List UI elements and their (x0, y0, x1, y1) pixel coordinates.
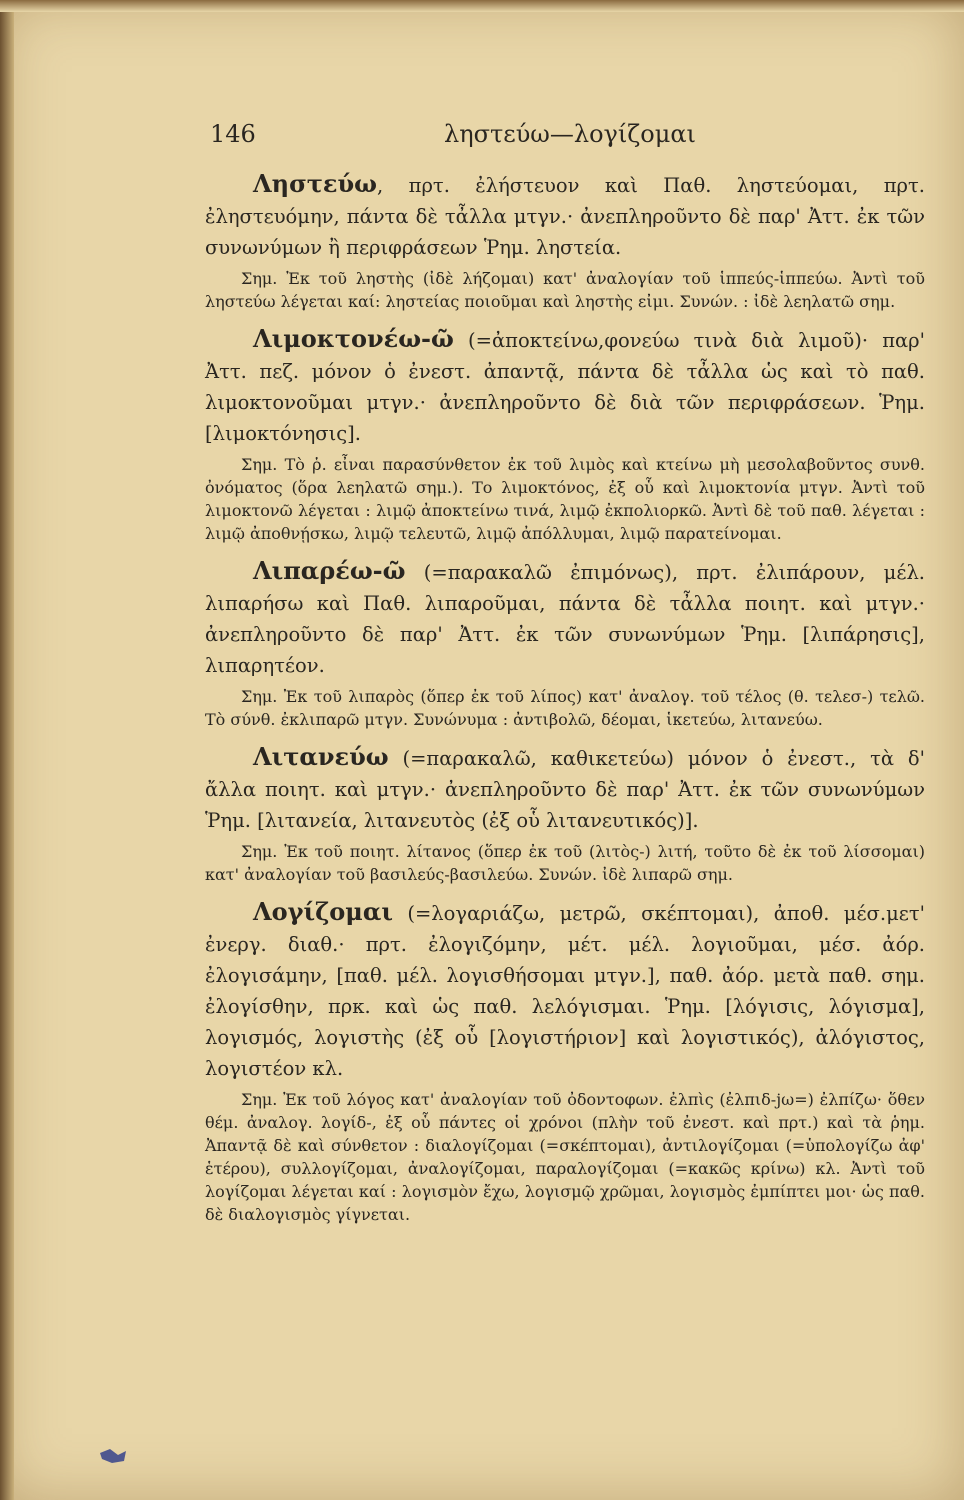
entry-body: , πρτ. ἐλήστευον καὶ Παθ. ληστεύομαι, πρτ. ἐληστευόμην, πάντα δὲ τἆλλα μτγν.· ἀνεπληροῦντο δὲ παρ' Ἀττ. ἐκ τῶν συνωνύμων ἢ περιφράσεων Ῥημ. ληστεία. (205, 174, 925, 259)
entry-body: (=ἀποκτείνω,φονεύω τινὰ διὰ λιμοῦ)· παρ' Ἀττ. πεζ. μόνον ὁ ἐνεστ. ἀπαντᾷ, πάντα δὲ τἆλλα ὡς καὶ τὸ παθ. λιμοκτονοῦμαι μτγν.· ἀνεπληροῦντο δὲ διὰ τῶν περιφράσεων. Ῥημ. [λιμοκτόνησις]. (205, 329, 925, 445)
page-top-edge (0, 0, 964, 12)
entry-headword: Λιτανεύω (253, 742, 389, 771)
entry-headword: Λογίζομαι (253, 897, 393, 926)
dictionary-entry (205, 896, 925, 1226)
page-number: 146 (210, 120, 256, 148)
running-head: ληστεύω—λογίζομαι (444, 120, 696, 148)
entry-main-text (205, 896, 925, 1084)
dictionary-entry (205, 555, 925, 731)
entry-main-text (205, 555, 925, 681)
dictionary-entry (205, 741, 925, 886)
entry-note: Σημ. Τὸ ῥ. εἶναι παρασύνθετον ἐκ τοῦ λιμὸς καὶ κτείνω μὴ μεσολαβοῦντος συνθ. ὀνόματος (ὅρα λεηλατῶ σημ.). Το λιμοκτόνος, ἐξ οὗ καὶ λιμοκτονία μτγν. Ἀντὶ τοῦ λιμοκτονῶ λέγεται : λιμῷ ἀποκτείνω τινά, λιμῷ ἐκπολιορκῶ. Ἀντὶ δὲ τοῦ παθ. λέγεται : λιμῷ ἀποθνῄσκω, λιμῷ τελευτῶ, λιμῷ ἀπόλλυμαι, λιμῷ παρατείνομαι. (205, 455, 925, 543)
entry-headword: Λιπαρέω-ῶ (253, 556, 406, 585)
entry-main-text (205, 168, 925, 263)
entry-headword: Λιμοκτονέω-ῶ (253, 324, 454, 353)
entry-note: Σημ. Ἐκ τοῦ λόγος κατ' ἀναλογίαν τοῦ ὀδοντοφων. ἐλπὶς (ἐλπιδ-jω=) ἐλπίζω· ὅθεν θέμ. ἀναλογ. λογίδ-, ἐξ οὗ πάντες οἱ χρόνοι (πλὴν τοῦ ἐνεστ. καὶ πρτ.) καὶ τὰ ῥημ. Ἀπαντᾷ δὲ καὶ σύνθετον : διαλογίζομαι (=σκέπτομαι), ἀντιλογίζομαι (=ὑπολογίζω ἀφ' ἑτέρου), συλλογίζομαι, ἀναλογίζομαι, παραλογίζομαι (=κακῶς κρίνω) κλ. Ἀντὶ τοῦ λογίζομαι λέγεται καί : λογισμὸν ἔχω, λογισμῷ χρῶμαι, λογισμὸς ἐμπίπτει μοι· ὡς παθ. δὲ διαλογισμὸς γίγνεται. (205, 1090, 925, 1224)
entry-body: (=λογαριάζω, μετρῶ, σκέπτομαι), ἀποθ. μέσ.μετ' ἐνεργ. διαθ.· πρτ. ἐλογιζόμην, μέτ. μέλ. λογιοῦμαι, μέσ. ἀόρ. ἐλογισάμην, [παθ. μέλ. λογισθήσομαι μτγν.], παθ. ἀόρ. μετὰ παθ. σημ. ἐλογίσθην, πρκ. καὶ ὡς παθ. λελόγισμαι. Ῥημ. [λόγισις, λόγισμα], λογισμός, λογιστὴς (ἐξ οὗ [λογιστήριον] καὶ λογιστικός), ἀλόγιστος, λογιστέον κλ. (205, 902, 925, 1080)
entry-main-text (205, 323, 925, 449)
page-binding-edge (0, 0, 14, 1500)
entry-headword: Ληστεύω (253, 169, 378, 198)
entry-note: Σημ. Ἐκ τοῦ ποιητ. λίτανος (ὅπερ ἐκ τοῦ (λιτὸς-) λιτή, τοῦτο δὲ ἐκ τοῦ λίσσομαι) κατ' ἀναλογίαν τοῦ βασιλεύς-βασιλεύω. Συνών. ἰδὲ λιπαρῶ σημ. (205, 842, 925, 884)
dictionary-content (205, 168, 925, 1236)
entry-body: (=παρακαλῶ, καθικετεύω) μόνον ὁ ἐνεστ., τὰ δ' ἄλλα ποιητ. καὶ μτγν.· ἀνεπληροῦντο δὲ παρ' Ἀττ. ἐκ τῶν συνωνύμων Ῥημ. [λιτανεία, λιτανευτὸς (ἐξ οὗ λιτανευτικός)]. (205, 747, 925, 832)
entry-body: (=παρακαλῶ ἐπιμόνως), πρτ. ἐλιπάρουν, μέλ. λιπαρήσω καὶ Παθ. λιπαροῦμαι, πάντα δὲ τἆλλα ποιητ. καὶ μτγν.· ἀνεπληροῦντο δὲ παρ' Ἀττ. ἐκ τῶν συνωνύμων Ῥημ. [λιπάρησις], λιπαρητέον. (205, 561, 925, 677)
entry-note: Σημ. Ἐκ τοῦ λιπαρὸς (ὅπερ ἐκ τοῦ λίπος) κατ' ἀναλογ. τοῦ τέλος (θ. τελεσ-) τελῶ. Τὸ σύνθ. ἐκλιπαρῶ μτγν. Συνώνυμα : ἀντιβολῶ, δέομαι, ἱκετεύω, λιτανεύω. (205, 687, 925, 729)
entry-note: Σημ. Ἐκ τοῦ ληστὴς (ἰδὲ λήζομαι) κατ' ἀναλογίαν τοῦ ἱππεύς-ἱππεύω. Ἀντὶ τοῦ ληστεύω λέγεται καί: ληστείας ποιοῦμαι καὶ ληστὴς εἰμι. Συνών. : ἰδὲ λεηλατῶ σημ. (205, 269, 925, 311)
page-header (210, 120, 930, 160)
dictionary-entry (205, 168, 925, 313)
dictionary-entry (205, 323, 925, 545)
ink-mark-icon (98, 1445, 128, 1467)
entry-main-text (205, 741, 925, 836)
